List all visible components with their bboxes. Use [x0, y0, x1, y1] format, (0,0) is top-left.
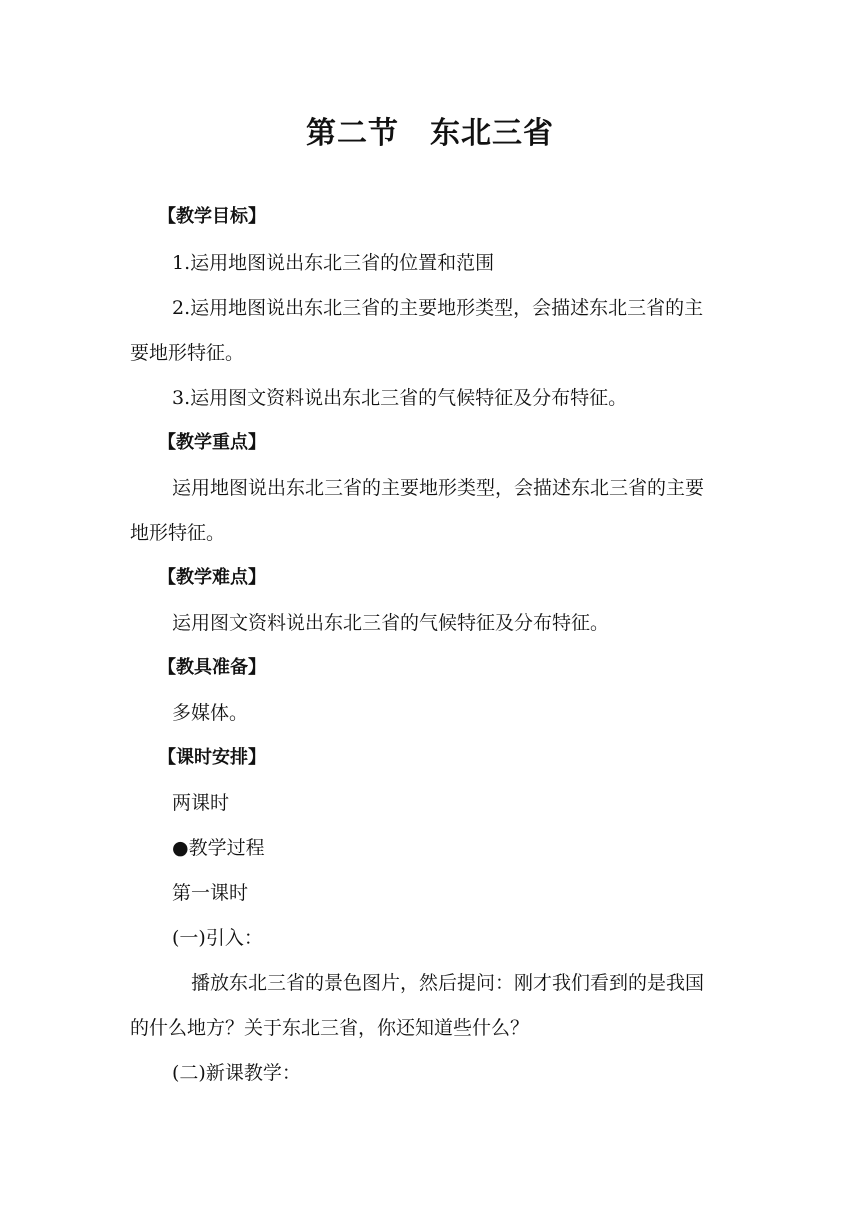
intro-line-2: 的什么地方？关于东北三省，你还知道些什么？: [130, 1017, 530, 1039]
tools-text: 多媒体。: [172, 702, 249, 724]
lesson-one: 第一课时: [172, 882, 249, 904]
tools-heading: 【教具准备】: [158, 657, 266, 678]
key-points-heading: 【教学重点】: [158, 432, 266, 453]
key-points-line-1: 运用地图说出东北三省的主要地形类型，会描述东北三省的主要: [172, 477, 705, 499]
difficulties-text: 运用图文资料说出东北三省的气候特征及分布特征。: [172, 612, 610, 634]
intro-line-1: 播放东北三省的景色图片，然后提问：刚才我们看到的是我国: [191, 972, 705, 994]
objective-3: 3.运用图文资料说出东北三省的气候特征及分布特征。: [172, 387, 628, 409]
page-title: 第二节 东北三省: [306, 116, 554, 151]
schedule-heading: 【课时安排】: [158, 747, 266, 768]
new-lesson-heading: (二)新课教学：: [172, 1062, 301, 1084]
difficulties-heading: 【教学难点】: [158, 567, 266, 588]
objectives-heading: 【教学目标】: [158, 206, 266, 227]
objective-2-line-1: 2.运用地图说出东北三省的主要地形类型，会描述东北三省的主: [172, 297, 704, 319]
intro-heading: (一)引入：: [172, 927, 263, 949]
process-heading: ●教学过程: [172, 837, 265, 859]
schedule-text: 两课时: [172, 792, 230, 814]
objective-2-line-2: 要地形特征。: [130, 342, 245, 364]
key-points-line-2: 地形特征。: [130, 522, 226, 544]
objective-1: 1.运用地图说出东北三省的位置和范围: [172, 252, 495, 274]
